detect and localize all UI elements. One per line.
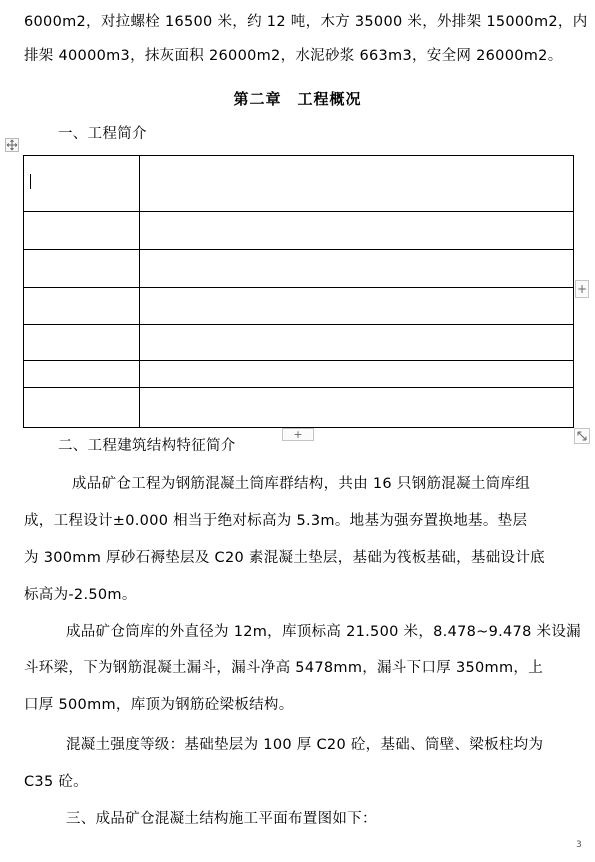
- add-column-button[interactable]: +: [576, 282, 588, 296]
- table-resize-handle[interactable]: [574, 428, 590, 444]
- paragraph-2-line-1: 成品矿仓筒库的外直径为 12m，库顶标高 21.500 米，8.478~9.478 米设漏: [66, 624, 581, 640]
- intro-text-line-1: 6000m2，对拉螺栓 16500 米，约 12 吨，木方 35000 米，外排架 15000m2，内: [24, 14, 588, 30]
- section-heading-2: 二、工程建筑结构特征简介: [58, 438, 236, 454]
- table-row: [24, 288, 574, 325]
- chapter-title: 第二章 工程概况: [233, 90, 362, 108]
- table-cell[interactable]: [24, 361, 140, 388]
- table-cell[interactable]: [24, 325, 140, 361]
- paragraph-1-line-2: 成，工程设计±0.000 相当于绝对标高为 5.3m。地基为强夯置换地基。垫层: [24, 513, 528, 529]
- table-move-handle[interactable]: [5, 138, 19, 152]
- table-cell[interactable]: [140, 212, 574, 250]
- table-cell[interactable]: [140, 288, 574, 325]
- table-cell[interactable]: [24, 388, 140, 428]
- table-row: [24, 212, 574, 250]
- paragraph-1-line-3: 为 300mm 厚砂石褥垫层及 C20 素混凝土垫层，基础为筏板基础，基础设计底: [24, 550, 545, 566]
- section-heading-3: 三、成品矿仓混凝土结构施工平面布置图如下：: [66, 811, 377, 827]
- page-number: 3: [576, 840, 582, 850]
- table-row: [24, 388, 574, 428]
- paragraph-3-line-1: 混凝土强度等级：基础垫层为 100 厚 C20 砼，基础、筒壁、梁板柱均为: [66, 737, 544, 753]
- text-cursor: [30, 174, 31, 189]
- table-row: [24, 250, 574, 288]
- table-cell[interactable]: [140, 388, 574, 428]
- table-row: [24, 156, 574, 212]
- section-heading-1: 一、工程简介: [58, 126, 147, 142]
- table-cell[interactable]: [24, 288, 140, 325]
- table-row: [24, 325, 574, 361]
- table-cell[interactable]: [24, 250, 140, 288]
- table-cell[interactable]: [140, 156, 574, 212]
- resize-icon: [575, 429, 589, 443]
- project-intro-table: [23, 155, 574, 428]
- table-cell[interactable]: [140, 325, 574, 361]
- paragraph-2-line-2: 斗环梁，下为钢筋混凝土漏斗，漏斗净高 5478mm，漏斗下口厚 350mm，上: [24, 660, 543, 676]
- paragraph-3-line-2: C35 砼。: [24, 774, 88, 790]
- paragraph-2-line-3: 口厚 500mm，库顶为钢筋砼梁板结构。: [24, 697, 294, 713]
- table-cell[interactable]: [140, 361, 574, 388]
- table-cell[interactable]: [24, 212, 140, 250]
- add-row-button[interactable]: +: [282, 428, 314, 441]
- paragraph-1-line-4: 标高为-2.50m。: [24, 587, 137, 603]
- table-cell[interactable]: [24, 156, 140, 212]
- intro-text-line-2: 排架 40000m3，抹灰面积 26000m2，水泥砂浆 663m3，安全网 26000m2。: [24, 48, 563, 64]
- move-icon: [6, 139, 18, 151]
- table-row: [24, 361, 574, 388]
- paragraph-1-line-1: 成品矿仓工程为钢筋混凝土筒库群结构，共由 16 只钢筋混凝土筒库组: [72, 476, 531, 492]
- table-cell[interactable]: [140, 250, 574, 288]
